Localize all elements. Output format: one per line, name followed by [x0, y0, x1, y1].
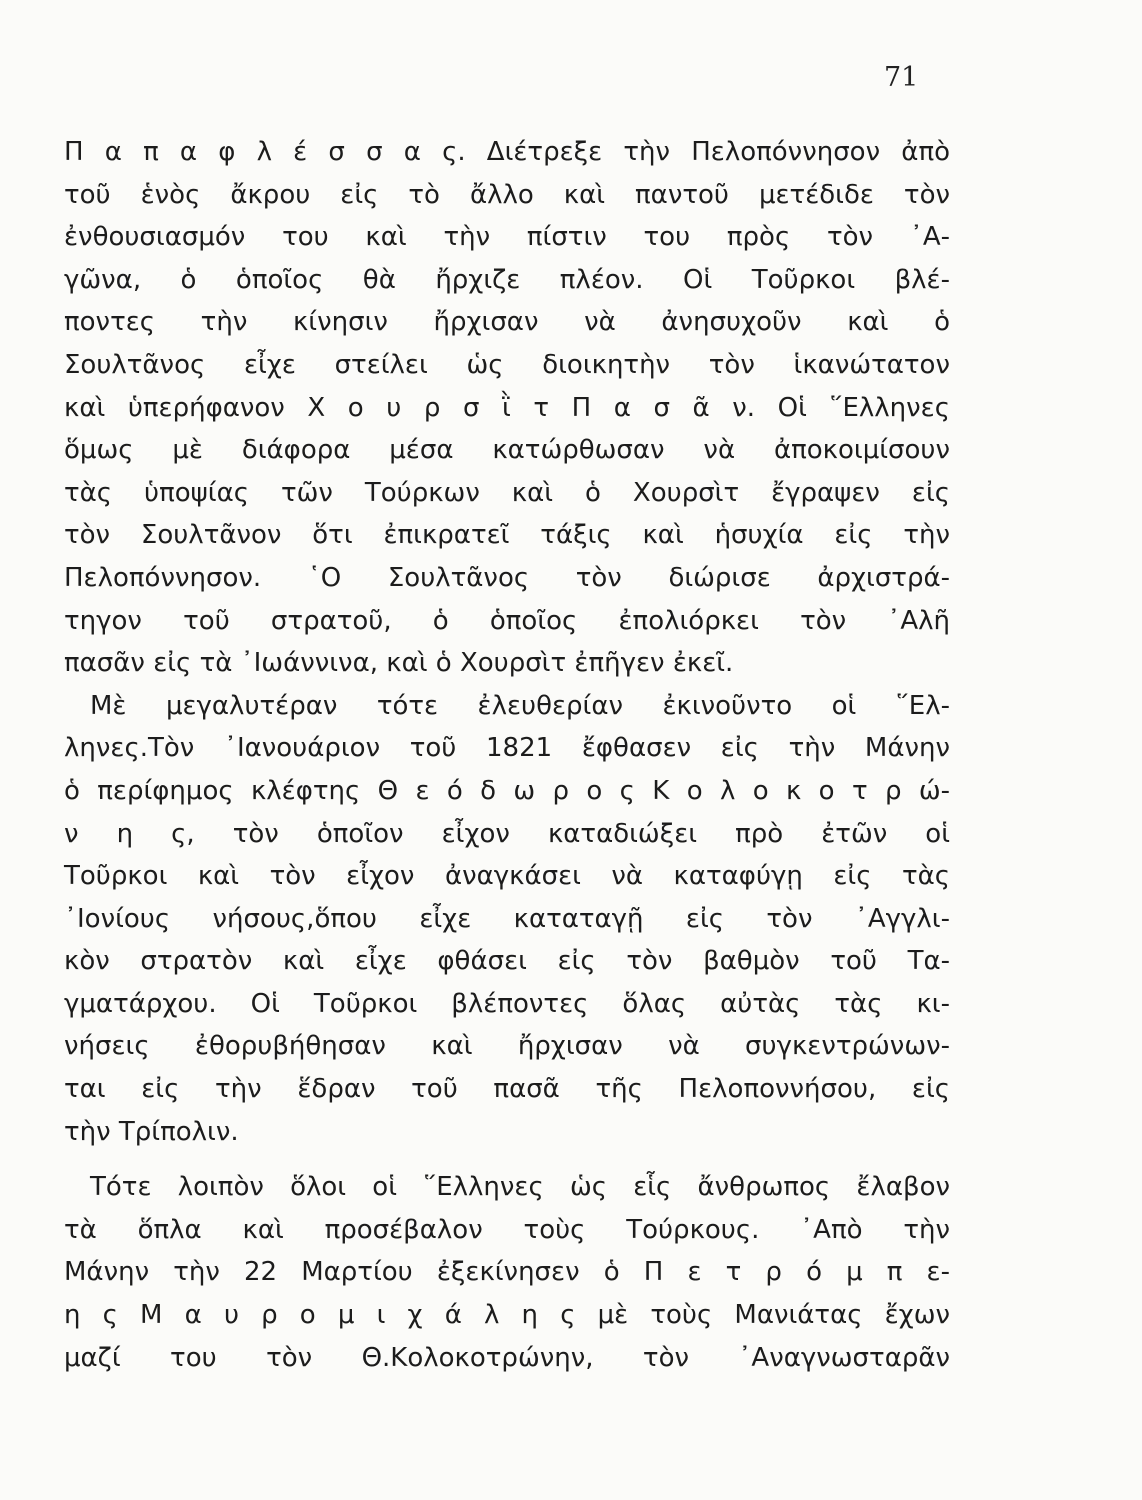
text-line: τὸν Σουλτᾶνον ὅτι ἐπικρατεῖ τάξις καὶ ἡσυχία εἰς τὴν — [64, 520, 950, 551]
paragraph-gap — [64, 1153, 950, 1166]
text-line: Π α π α φ λ έ σ σ α ς. Διέτρεξε τὴν Πελοπόννησον ἀπὸ — [64, 137, 950, 167]
text-line: τοῦ ἑνὸς ἄκρου εἰς τὸ ἄλλο καὶ παντοῦ μετέδιδε τὸν — [64, 179, 950, 210]
text-line: ἐνθουσιασμόν του καὶ τὴν πίστιν του πρὸς τὸν ᾿Α- — [64, 222, 950, 253]
text-line: γῶνα, ὁ ὁποῖος θὰ ἤρχιζε πλέον. Οἱ Τοῦρκοι βλέ- — [64, 264, 950, 295]
text-line: Τοῦρκοι καὶ τὸν εἶχον ἀναγκάσει νὰ καταφύγῃ εἰς τὰς — [64, 861, 950, 892]
paragraph-2 — [64, 685, 950, 1154]
text-line: τὰς ὑποψίας τῶν Τούρκων καὶ ὁ Χουρσὶτ ἔγραψεν εἰς — [64, 477, 950, 508]
page-number: 71 — [884, 62, 919, 93]
text-line: ὁ περίφημος κλέφτης Θ ε ό δ ω ρ ο ς Κ ο λ ο κ ο τ ρ ώ- — [64, 775, 950, 806]
text-line: Σουλτᾶνος εἶχε στείλει ὡς διοικητὴν τὸν ἱκανώτατον — [64, 349, 950, 380]
text-line: ποντες τὴν κίνησιν ἤρχισαν νὰ ἀνησυχοῦν καὶ ὁ — [64, 307, 950, 338]
text-line: ληνες.Τὸν ᾿Ιανουάριον τοῦ 1821 ἔφθασεν εἰς τὴν Μάνην — [64, 733, 950, 764]
text-line: καὶ ὑπερήφανον Χ ο υ ρ σ ῒ τ Π α σ ᾶ ν. Οἱ ῞Ελληνες — [64, 392, 950, 423]
body-text — [64, 131, 950, 1379]
text-line: τηγον τοῦ στρατοῦ, ὁ ὁποῖος ἐπολιόρκει τὸν ᾿Αλῆ — [64, 605, 950, 636]
text-line: νήσεις ἐθορυβήθησαν καὶ ἤρχισαν νὰ συγκεντρώνων- — [64, 1031, 950, 1062]
text-line: ᾿Ιονίους νήσους,ὅπου εἶχε καταταγῇ εἰς τὸν ᾿Αγγλι- — [64, 903, 950, 934]
text-line: η ς Μ α υ ρ ο μ ι χ ά λ η ς μὲ τοὺς Μανιάτας ἔχων — [64, 1300, 950, 1331]
paragraph-3 — [64, 1166, 950, 1379]
text-line: γματάρχου. Οἱ Τοῦρκοι βλέποντες ὅλας αὐτὰς τὰς κι- — [64, 988, 950, 1019]
text-line: κὸν στρατὸν καὶ εἶχε φθάσει εἰς τὸν βαθμὸν τοῦ Τα- — [64, 946, 950, 977]
text-line: μαζί του τὸν Θ.Κολοκοτρώνην, τὸν ᾿Αναγνωσταρᾶν — [64, 1342, 950, 1373]
text-line: ν η ς, τὸν ὁποῖον εἶχον καταδιώξει πρὸ ἐτῶν οἱ — [64, 818, 950, 849]
text-line: τὴν Τρίπολιν. — [64, 1116, 239, 1147]
text-line: ται εἰς τὴν ἕδραν τοῦ πασᾶ τῆς Πελοποννήσου, εἰς — [64, 1074, 950, 1105]
text-line: Πελοπόννησον. ῾Ο Σουλτᾶνος τὸν διώρισε ἀρχιστρά- — [64, 562, 950, 593]
text-line: Τότε λοιπὸν ὅλοι οἱ ῞Ελληνες ὡς εἷς ἄνθρωπος ἔλαβον — [90, 1172, 950, 1203]
text-line: τὰ ὅπλα καὶ προσέβαλον τοὺς Τούρκους. ᾿Απὸ τὴν — [64, 1214, 950, 1245]
paragraph-1 — [64, 131, 950, 685]
text-line: Μὲ μεγαλυτέραν τότε ἐλευθερίαν ἐκινοῦντο οἱ ῞Ελ- — [90, 690, 950, 721]
text-line: πασᾶν εἰς τὰ ᾿Ιωάννινα, καὶ ὁ Χουρσὶτ ἐπῆγεν ἐκεῖ. — [64, 648, 734, 679]
text-line: ὅμως μὲ διάφορα μέσα κατώρθωσαν νὰ ἀποκοιμίσουν — [64, 435, 950, 466]
text-line: Μάνην τὴν 22 Μαρτίου ἐξεκίνησεν ὁ Π ε τ ρ ό μ π ε- — [64, 1257, 950, 1288]
